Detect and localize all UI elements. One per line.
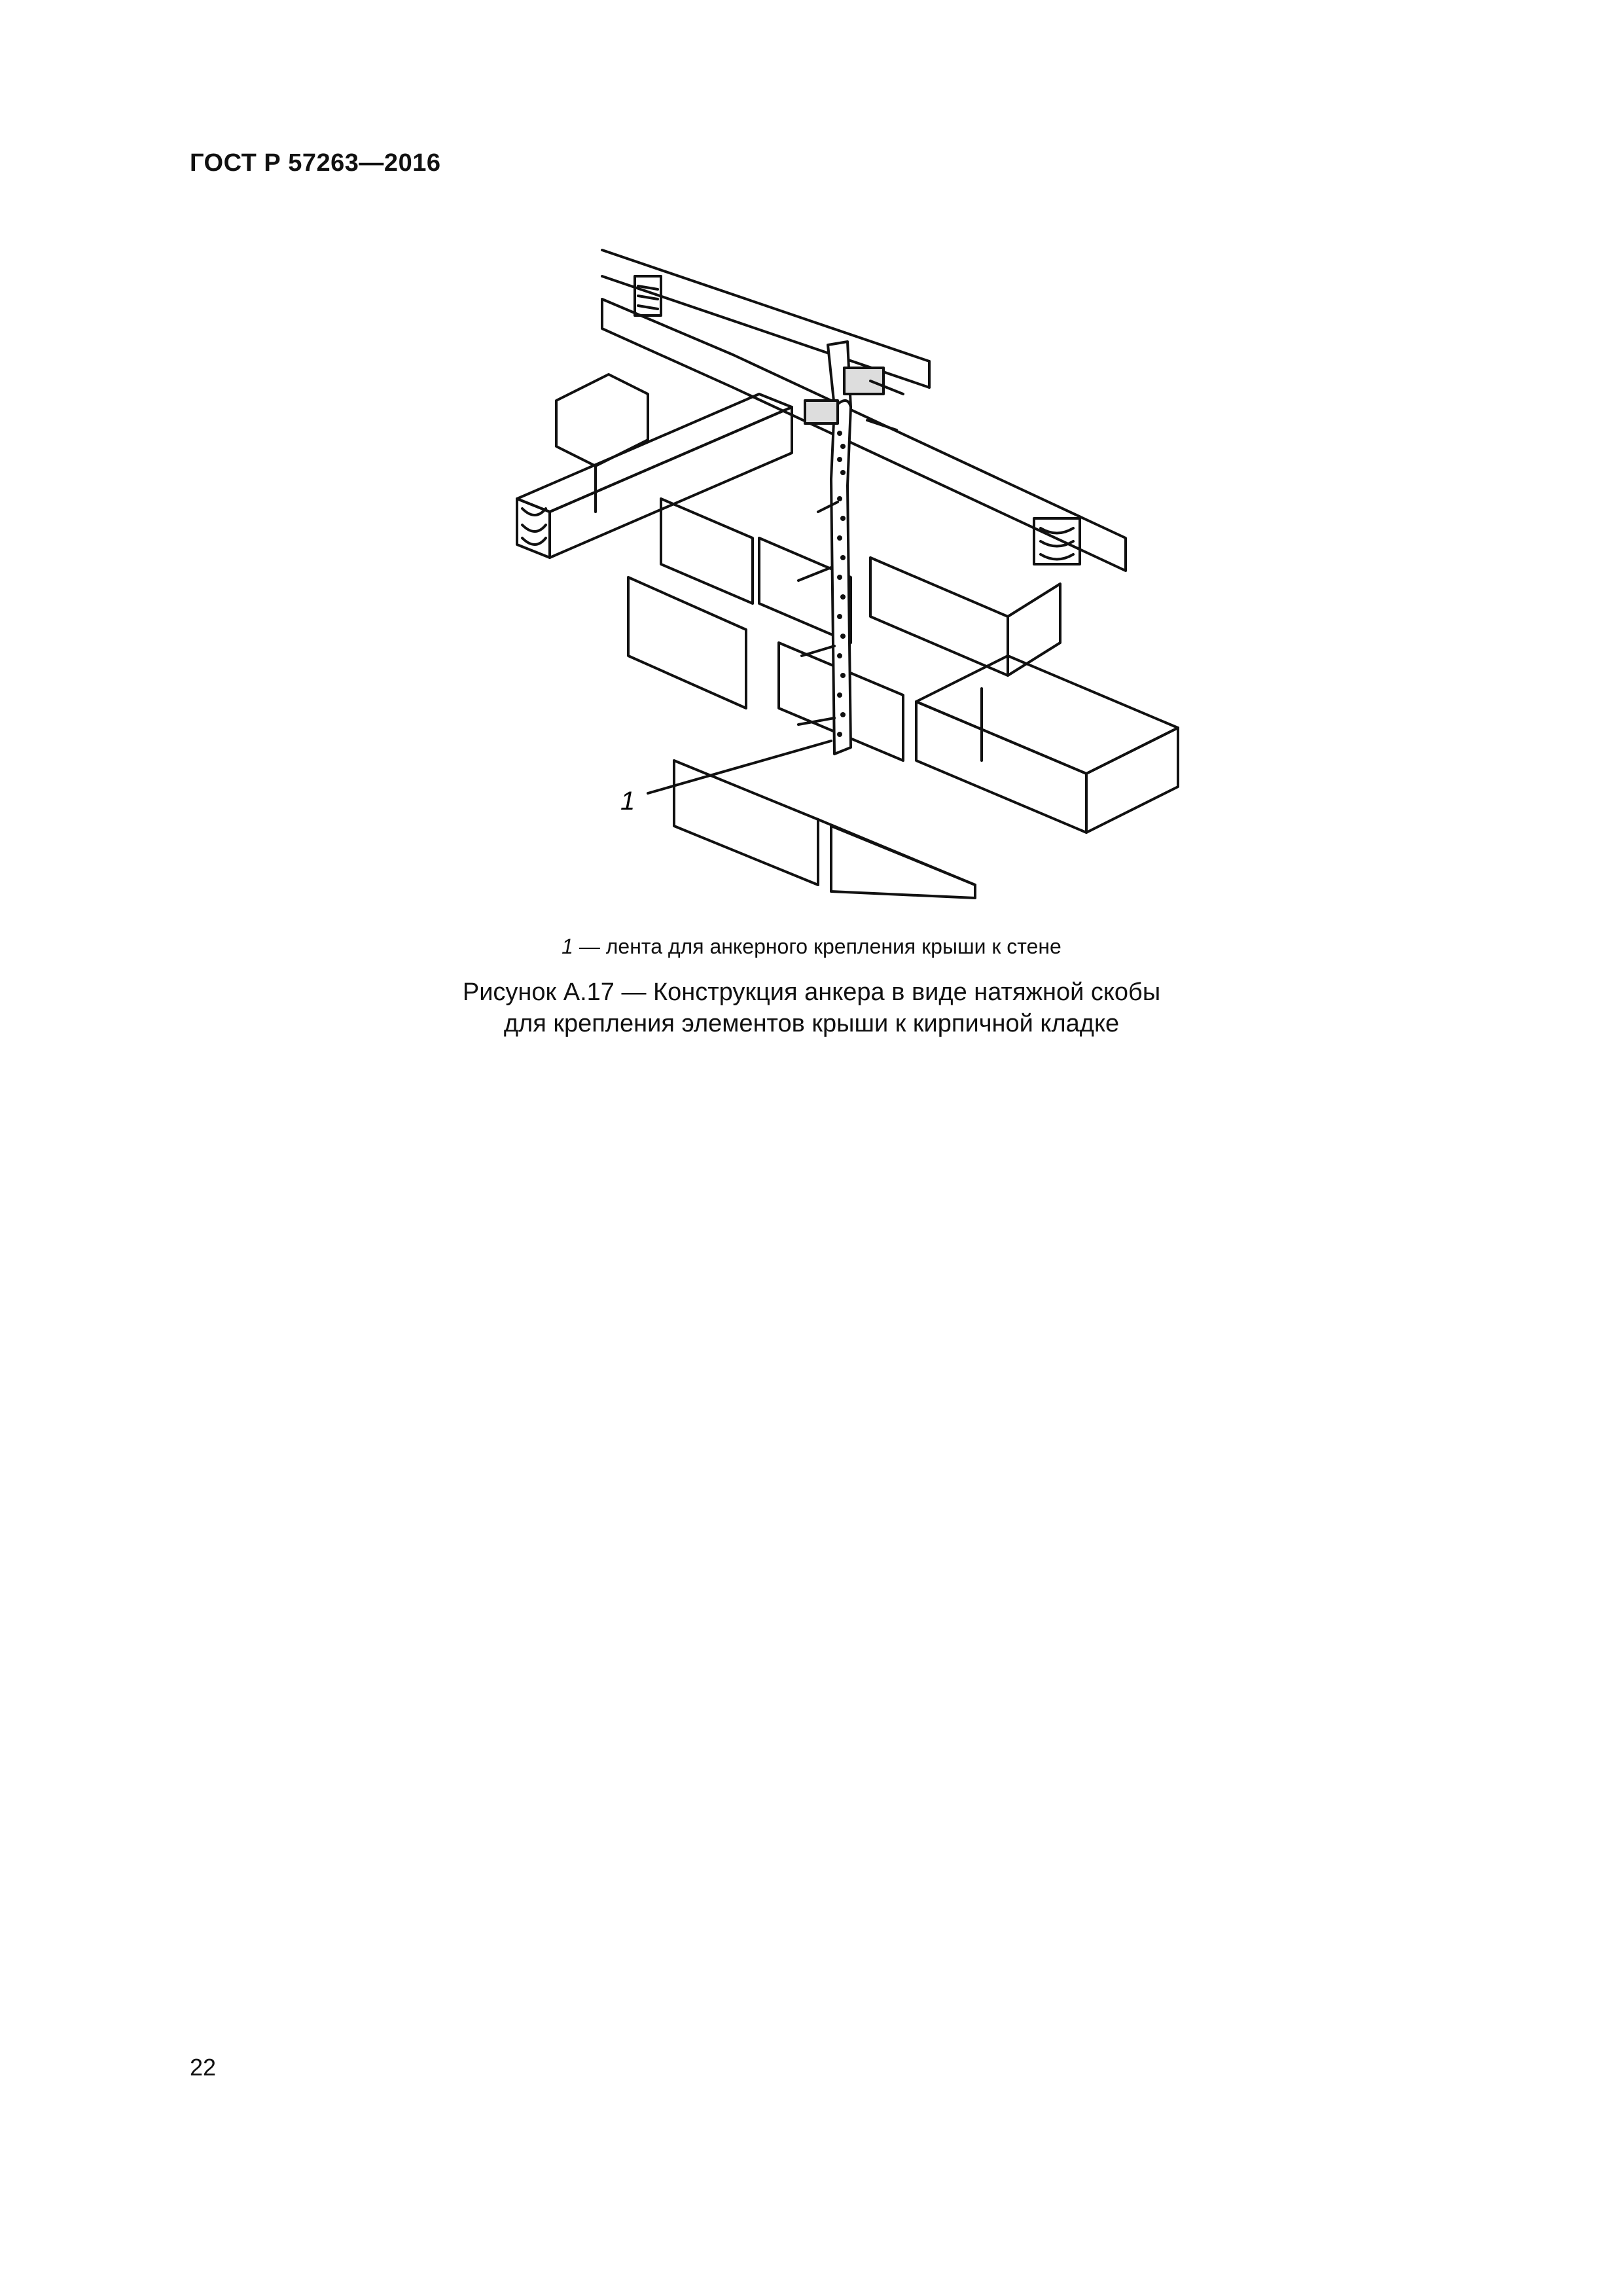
legend-text: — лента для анкерного крепления крыши к стене [573,935,1061,958]
legend-number: 1 [562,935,573,958]
figure-caption [0,977,1623,1039]
anchor-strap-drawing [510,237,1191,905]
callout-label: 1 [620,787,635,816]
caption-line-1: Рисунок А.17 — Конструкция анкера в виде натяжной скобы [462,978,1161,1006]
joist-beam [517,394,792,558]
caption-line-2: для крепления элементов крыши к кирпичной кладке [503,1010,1120,1037]
document-header: ГОСТ Р 57263—2016 [190,149,441,177]
figure-legend [0,935,1623,959]
brick-wall-roof-illustration [510,237,1191,905]
anchor-strap [805,342,883,754]
brick-wall [556,374,1178,898]
page-number: 22 [190,2054,217,2081]
